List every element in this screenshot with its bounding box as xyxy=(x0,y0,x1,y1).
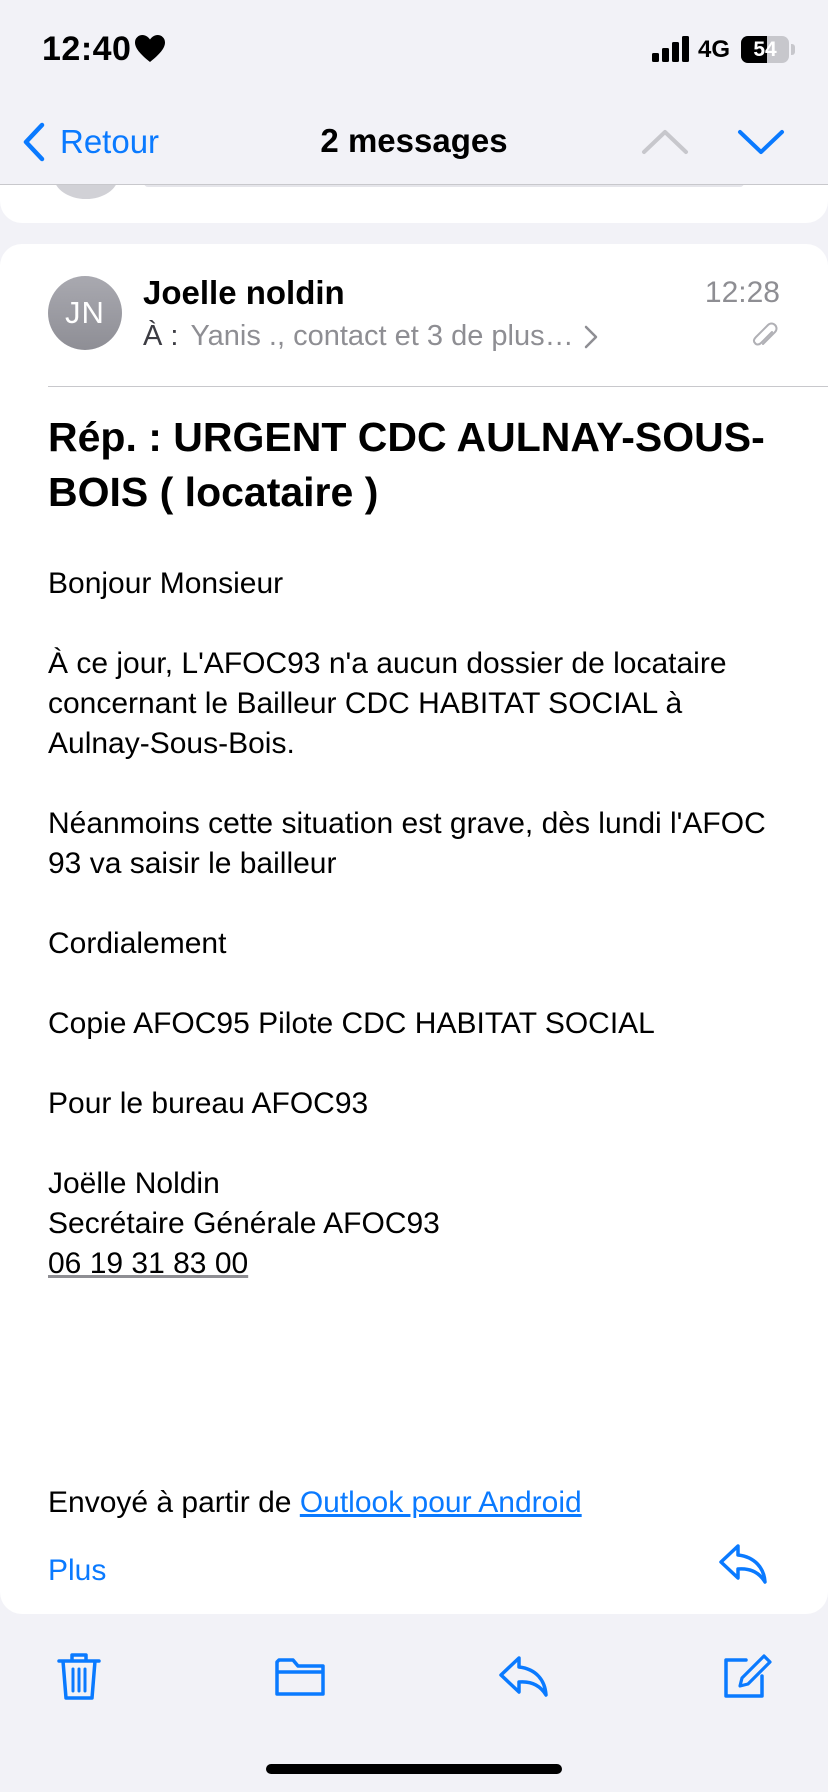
trash-icon[interactable] xyxy=(53,1650,105,1702)
status-bar xyxy=(0,0,828,100)
message-body xyxy=(48,564,788,1284)
bottom-toolbar xyxy=(0,1636,828,1724)
back-label: Retour xyxy=(60,123,160,160)
compose-icon[interactable] xyxy=(720,1650,772,1702)
battery-icon xyxy=(741,36,789,63)
outlook-link[interactable]: Outlook pour Android xyxy=(299,1486,582,1519)
recipients-list: Yanis ., contact et 3 de plus… xyxy=(190,320,574,352)
more-button[interactable]: Plus xyxy=(48,1554,107,1587)
heart-icon xyxy=(134,34,166,64)
status-time: 12:40 xyxy=(42,30,132,68)
sender-avatar[interactable]: JN xyxy=(48,276,122,350)
reply-icon[interactable] xyxy=(498,1650,550,1702)
to-label: À : xyxy=(143,320,179,352)
previous-message-button[interactable] xyxy=(640,120,690,164)
home-indicator xyxy=(266,1764,562,1774)
body-bureau-line: Pour le bureau AFOC93 xyxy=(48,1087,369,1120)
previous-message-preview xyxy=(144,185,744,187)
body-copy-line: Copie AFOC95 Pilote CDC HABITAT SOCIAL xyxy=(48,1007,655,1040)
sender-name[interactable]: Joelle noldin xyxy=(143,274,345,311)
sent-from-line xyxy=(48,1486,582,1520)
signature-title: Secrétaire Générale AFOC93 xyxy=(48,1207,440,1240)
message-subject: Rép. : URGENT CDC AULNAY-SOUS-BOIS ( locataire ) xyxy=(48,414,765,515)
next-message-button[interactable] xyxy=(736,120,786,164)
battery-percentage: 54 xyxy=(753,38,777,61)
chevron-right-icon xyxy=(584,325,598,349)
body-paragraph-1: À ce jour, L'AFOC93 n'a aucun dossier de locataire concernant le Bailleur CDC HABITAT SOCIAL à Aulnay-Sous-Bois. xyxy=(48,647,727,760)
sent-from-prefix: Envoyé à partir de xyxy=(48,1486,300,1519)
battery-cap xyxy=(791,44,795,55)
message-card xyxy=(0,244,828,1614)
navigation-bar xyxy=(0,100,828,185)
signature-name: Joëlle Noldin xyxy=(48,1167,220,1200)
paperclip-icon xyxy=(752,322,778,352)
network-type: 4G xyxy=(698,36,731,63)
body-greeting: Bonjour Monsieur xyxy=(48,567,284,600)
previous-message-avatar xyxy=(54,185,118,199)
phone-number-link[interactable]: 06 19 31 83 00 xyxy=(48,1247,249,1280)
body-paragraph-2: Néanmoins cette situation est grave, dès lundi l'AFOC 93 va saisir le bailleur xyxy=(48,807,766,880)
page-title: 2 messages xyxy=(320,122,508,159)
reply-message-button[interactable] xyxy=(718,1542,768,1586)
recipients-row[interactable] xyxy=(143,320,598,353)
body-closing: Cordialement xyxy=(48,927,227,960)
previous-message-card[interactable] xyxy=(0,185,828,223)
message-time: 12:28 xyxy=(704,276,780,309)
cellular-signal-icon xyxy=(652,36,692,62)
header-divider xyxy=(48,386,828,387)
folder-icon[interactable] xyxy=(274,1650,326,1702)
